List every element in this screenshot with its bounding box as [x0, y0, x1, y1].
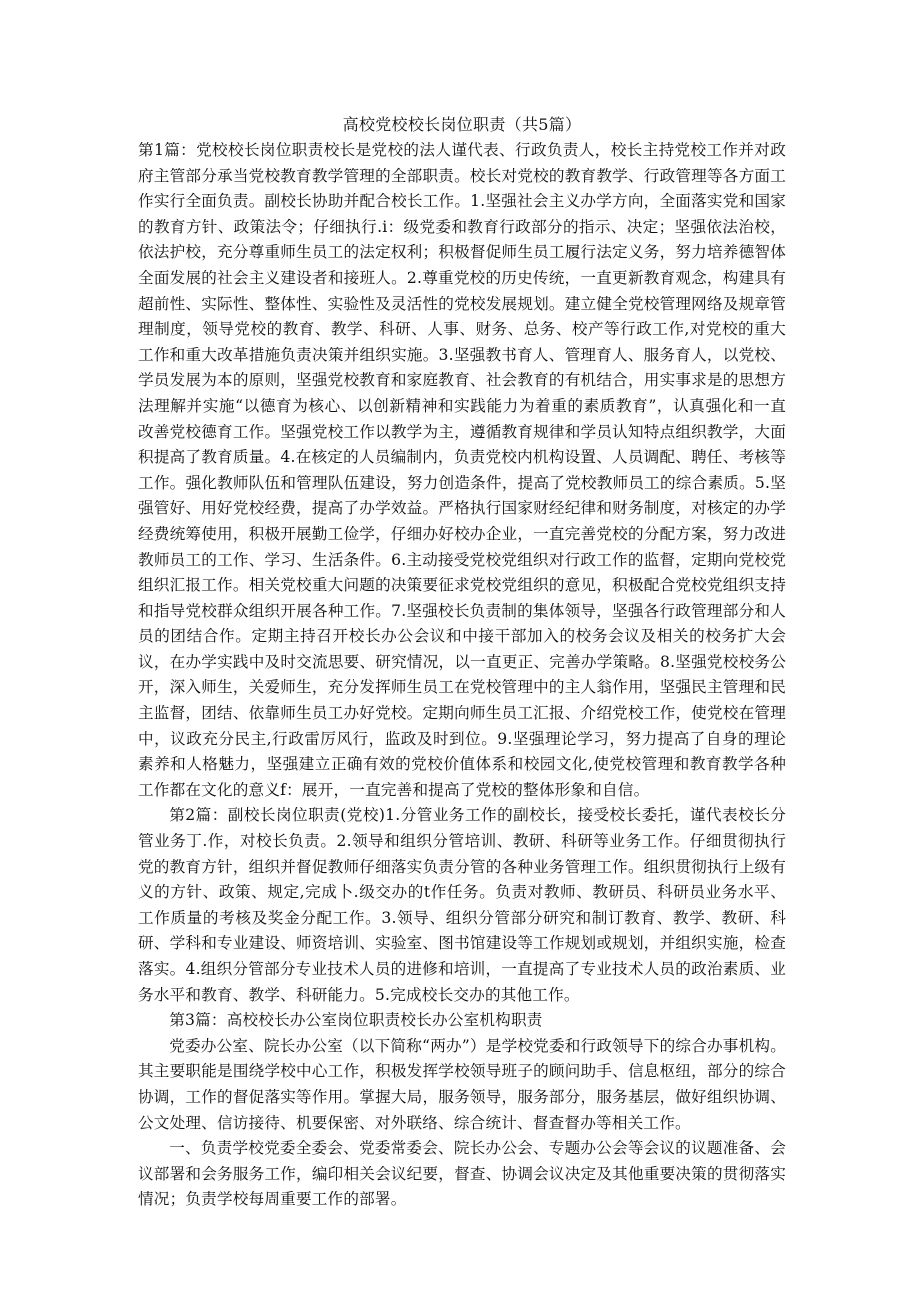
paragraph-office-intro: 党委办公室、院长办公室（以下简称“两办”）是学校党委和行政领导下的综合办事机构。其主要职能是围绕学校中心工作，积极发挥学校领导班子的顾问助手、信息枢纽，部分的综合协调，工作的督促落实等作用。掌握大局，服务领导，服务部分，服务基层，做好组织协调、公文处理、信访接待、机要保密、对外联络、综合统计、督查督办等相关工作。	[138, 1036, 786, 1132]
paragraph-article-2: 第2篇：副校长岗位职责(党校)1.分管业务工作的副校长，接受校长委托，谨代表校长分管业务丁.作，对校长负责。2.领导和组织分管培训、教研、科研等业务工作。仔细贯彻执行党的教育方针，组织并督促教师仔细落实负责分管的各种业务管理工作。组织贯彻执行上级有义的方针、政策、规定,完成卜.级交办的t作任务。负责对教师、教研员、科研员业务水平、工作质量的考核及奖金分配工作。3.领导、组织分管部分研究和制订教育、教学、教研、科研、学科和专业建设、师资培训、实验室、图书馆建设等工作规划或规划，并组织实施，检查落实。4.组织分管部分专业技术人员的进修和培训，一直提高了专业技术人员的政治素质、业务水平和教育、教学、科研能力。5.完成校长交办的其他工作。	[138, 806, 786, 1004]
paragraph-article-1: 第1篇：党校校长岗位职责校长是党校的法人谨代表、行政负责人，校长主持党校工作并对政府主管部分承当党校教育教学管理的全部职责。校长对党校的教育教学、行政管理等各方面工作实行全面负责。副校长协助并配合校长工作。1.坚强社会主义办学方向，全面落实党和国家的教育方针、政策法令；仔细执行.i：级党委和教育行政部分的指示、决定；坚强依法治校，依法护校，充分尊重师生员工的法定权利；积极督促师生员工履行法定义务，努力培养德智体全面发展的社会主义建设者和接班人。2.尊重党校的历史传统，一直更新教育观念，构建具有超前性、实际性、整体性、实验性及灵活性的党校发展规划。建立健全党校管理网络及规章管理制度，领导党校的教育、教学、科研、人事、财务、总务、校产等行政工作,对党校的重大工作和重大改革措施负责决策并组织实施。3.坚强教书育人、管理育人、服务育人，以党校、学员发展为本的原则，坚强党校教育和家庭教育、社会教育的有机结合，用实事求是的思想方法理解并实施“以德育为核心、以创新精神和实践能力为着重的素质教育”，认真强化和一直改善党校德育工作。坚强党校工作以教学为主，遵循教育规律和学员认知特点组织教学，大面积提高了教育质量。4.在核定的人员编制内，负责党校内机构设置、人员调配、聘任、考核等工作。强化教师队伍和管理队伍建设，努力创造条件，提高了党校教师员工的综合素质。5.坚强管好、用好党校经费，提高了办学效益。严格执行国家财经纪律和财务制度，对核定的办学经费统筹使用，积极开展勤工俭学，仔细办好校办企业，一直完善党校的分配方案，努力改进教师员工的工作、学习、生活条件。6.主动接受党校党组织对行政工作的监督，定期向党校党组织汇报工作。相关党校重大问题的决策要征求党校党组织的意见，积极配合党校党组织支持和指导党校群众组织开展各种工作。7.坚强校长负责制的集体领导，坚强各行政管理部分和人员的团结合作。定期主持召开校长办公会议和中接干部加入的校务会议及相关的校务扩大会议，在办学实践中及时交流思要、研究情况，以一直更正、完善办学策略。8.坚强党校校务公开，深入师生，关爱师生，充分发挥师生员工在党校管理中的主人翁作用，坚强民主管理和民主监督，团结、依靠师生员工办好党校。定期向师生员工汇报、介绍党校工作，使党校在管理中，议政充分民主,行政雷厉风行，监政及时到位。9.坚强理论学习，努力提高了自身的理论素养和人格魅力，坚强建立正确有效的党校价值体系和校园文化,使党校管理和教育教学各种工作都在文化的意义f：展开，一直完善和提高了党校的整体形象和自信。	[138, 141, 786, 799]
document-title: 高校党校校长岗位职责（共5篇）	[342, 115, 582, 134]
paragraph-duty-1: 一、负责学校党委全委会、党委常委会、院长办公会、专题办公会等会议的议题准备、会议部署和会务服务工作，编印相关会议纪要，督查、协调会议决定及其他重要决策的贯彻落实情况；负责学校每周重要工作的部署。	[138, 1139, 786, 1209]
document-page	[138, 112, 786, 1213]
paragraph-article-3-heading: 第3篇：高校校长办公室岗位职责校长办公室机构职责	[169, 1011, 543, 1030]
